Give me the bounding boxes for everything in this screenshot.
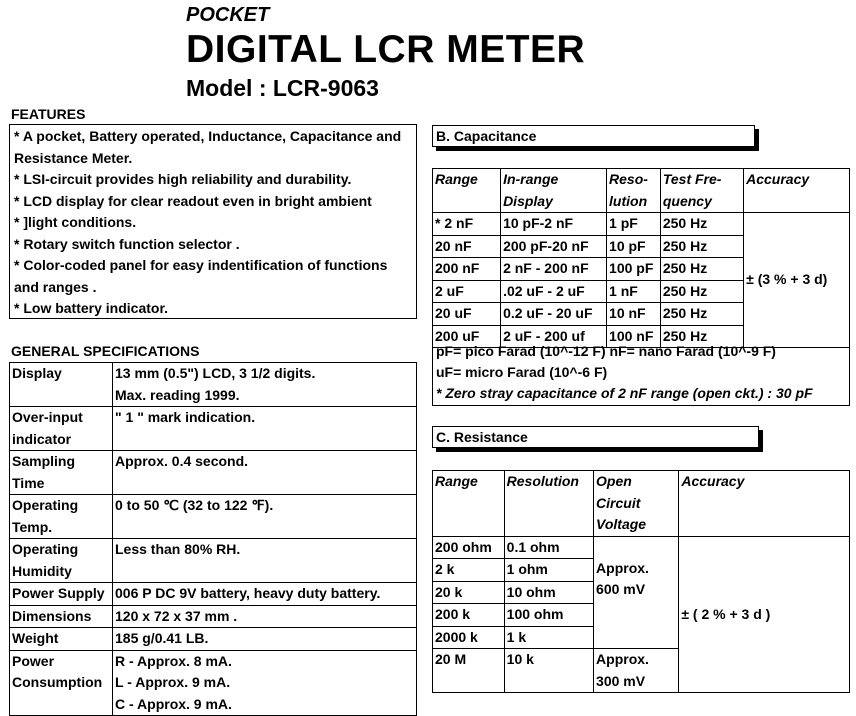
resistance-cell: 10 ohm	[504, 581, 593, 604]
capacitance-cell: 250 Hz	[660, 213, 743, 236]
resistance-cell: 1 ohm	[504, 559, 593, 582]
resistance-ocv-high: Approx. 300 mV	[594, 649, 679, 693]
spec-label: Sampling Time	[10, 451, 113, 495]
feature-line: * ]light conditions.	[14, 214, 137, 230]
capacitance-accuracy: ± (3 % + 3 d)	[744, 213, 850, 348]
capacitance-table	[432, 168, 850, 348]
feature-line: * Rotary switch function selector .	[14, 235, 240, 252]
resistance-cell: 20 M	[433, 649, 505, 693]
capacitance-header-cell: Range	[433, 169, 501, 213]
resistance-cell: 2 k	[433, 559, 505, 582]
capacitance-cell: 20 nF	[433, 235, 501, 258]
spec-row	[10, 451, 417, 495]
capacitance-cell: 100 nF	[607, 325, 661, 348]
capacitance-note: * Zero stray capacitance of 2 nF range (open ckt.) : 30 pF	[436, 385, 813, 401]
capacitance-header-cell: Accuracy	[744, 169, 850, 213]
capacitance-cell: 10 nF	[607, 303, 661, 326]
spec-label: Over-input indicator	[10, 407, 113, 451]
spec-label: Display	[10, 363, 113, 407]
spec-value: Approx. 0.4 second.	[113, 451, 417, 495]
spec-row	[10, 583, 417, 606]
feature-line: and ranges .	[14, 278, 97, 295]
feature-line: * A pocket, Battery operated, Inductance, Capacitance and	[14, 128, 402, 144]
spec-value: 13 mm (0.5") LCD, 3 1/2 digits. Max. reading 1999.	[113, 363, 417, 407]
resistance-cell: 200 ohm	[433, 536, 505, 559]
capacitance-heading-box	[432, 125, 755, 147]
general-specs-heading: GENERAL SPECIFICATIONS	[11, 343, 200, 359]
spec-value: R - Approx. 8 mA. L - Approx. 9 mA. C - Approx. 9 mA.	[113, 650, 417, 716]
spec-row	[10, 539, 417, 583]
feature-line: * LCD display for clear readout even in bright ambient	[14, 192, 372, 209]
spec-label: Dimensions	[10, 605, 113, 628]
spec-value: 006 P DC 9V battery, heavy duty battery.	[113, 583, 417, 606]
capacitance-cell: 2 nF - 200 nF	[501, 258, 607, 281]
feature-line: * Low battery indicator.	[14, 300, 169, 316]
document-subtitle: POCKET	[186, 4, 270, 26]
capacitance-header-cell: Reso- lution	[607, 169, 661, 213]
resistance-heading-box	[432, 426, 759, 448]
feature-line: Resistance Meter.	[14, 149, 133, 166]
capacitance-cell: 250 Hz	[660, 280, 743, 303]
resistance-header-cell: Range	[433, 471, 505, 537]
spec-row	[10, 363, 417, 407]
capacitance-cell: 250 Hz	[660, 325, 743, 348]
resistance-table	[432, 470, 850, 693]
capacitance-note: pF= pico Farad (10^-12 F) nF= nano Farad (10^-9 F)	[436, 343, 776, 359]
spec-row	[10, 650, 417, 716]
resistance-heading: C. Resistance	[436, 429, 528, 445]
spec-label: Operating Humidity	[10, 539, 113, 583]
spec-value: 185 g/0.41 LB.	[113, 628, 417, 651]
features-heading: FEATURES	[11, 106, 86, 122]
feature-line: * Color-coded panel for easy indentification of functions	[14, 257, 388, 273]
spec-label: Power Supply	[10, 583, 113, 606]
resistance-header-row	[433, 471, 850, 537]
capacitance-heading: B. Capacitance	[436, 128, 537, 144]
spec-row	[10, 628, 417, 651]
resistance-cell: 20 k	[433, 581, 505, 604]
capacitance-cell: 20 uF	[433, 303, 501, 326]
capacitance-cell: 100 pF	[607, 258, 661, 281]
capacitance-cell: 250 Hz	[660, 258, 743, 281]
resistance-cell: 200 k	[433, 604, 505, 627]
spec-row	[10, 407, 417, 451]
capacitance-cell: 200 uF	[433, 325, 501, 348]
capacitance-cell: 10 pF	[607, 235, 661, 258]
document-title: DIGITAL LCR METER	[186, 28, 586, 71]
capacitance-cell: 200 nF	[433, 258, 501, 281]
spec-label: Weight	[10, 628, 113, 651]
capacitance-cell: 2 uF - 200 uf	[501, 325, 607, 348]
general-specs-table	[9, 362, 417, 716]
resistance-row	[433, 536, 850, 559]
resistance-cell: 1 k	[504, 626, 593, 649]
spec-value: 120 x 72 x 37 mm .	[113, 605, 417, 628]
capacitance-cell: 10 pF-2 nF	[501, 213, 607, 236]
capacitance-cell: 0.2 uF - 20 uF	[501, 303, 607, 326]
model-number: Model : LCR-9063	[186, 75, 379, 101]
spec-value: Less than 80% RH.	[113, 539, 417, 583]
capacitance-cell: 1 pF	[607, 213, 661, 236]
capacitance-cell: .02 uF - 2 uF	[501, 280, 607, 303]
spec-label: Power Consumption	[10, 650, 113, 716]
capacitance-cell: 1 nF	[607, 280, 661, 303]
resistance-header-cell: Open Circuit Voltage	[594, 471, 679, 537]
resistance-header-cell: Accuracy	[679, 471, 850, 537]
spec-label: Operating Temp.	[10, 495, 113, 539]
capacitance-header-cell: In-range Display	[501, 169, 607, 213]
spec-row	[10, 495, 417, 539]
resistance-cell: 10 k	[504, 649, 593, 693]
resistance-ocv-low: Approx. 600 mV	[594, 536, 679, 649]
capacitance-row	[433, 213, 850, 236]
capacitance-cell: 200 pF-20 nF	[501, 235, 607, 258]
resistance-accuracy: ± ( 2 % + 3 d )	[679, 536, 850, 693]
feature-line: * LSI-circuit provides high reliability and durability.	[14, 171, 352, 187]
capacitance-cell: 250 Hz	[660, 235, 743, 258]
capacitance-header-row	[433, 169, 850, 213]
spec-row	[10, 605, 417, 628]
capacitance-note: uF= micro Farad (10^-6 F)	[436, 364, 608, 380]
resistance-header-cell: Resolution	[504, 471, 593, 537]
features-box	[9, 124, 417, 319]
capacitance-cell: 2 uF	[433, 280, 501, 303]
resistance-cell: 2000 k	[433, 626, 505, 649]
resistance-cell: 0.1 ohm	[504, 536, 593, 559]
resistance-cell: 100 ohm	[504, 604, 593, 627]
capacitance-header-cell: Test Fre- quency	[660, 169, 743, 213]
spec-value: " 1 " mark indication.	[113, 407, 417, 451]
spec-value: 0 to 50 ℃ (32 to 122 ℉).	[113, 495, 417, 539]
capacitance-notes	[432, 340, 850, 406]
capacitance-cell: 250 Hz	[660, 303, 743, 326]
capacitance-cell: * 2 nF	[433, 213, 501, 236]
